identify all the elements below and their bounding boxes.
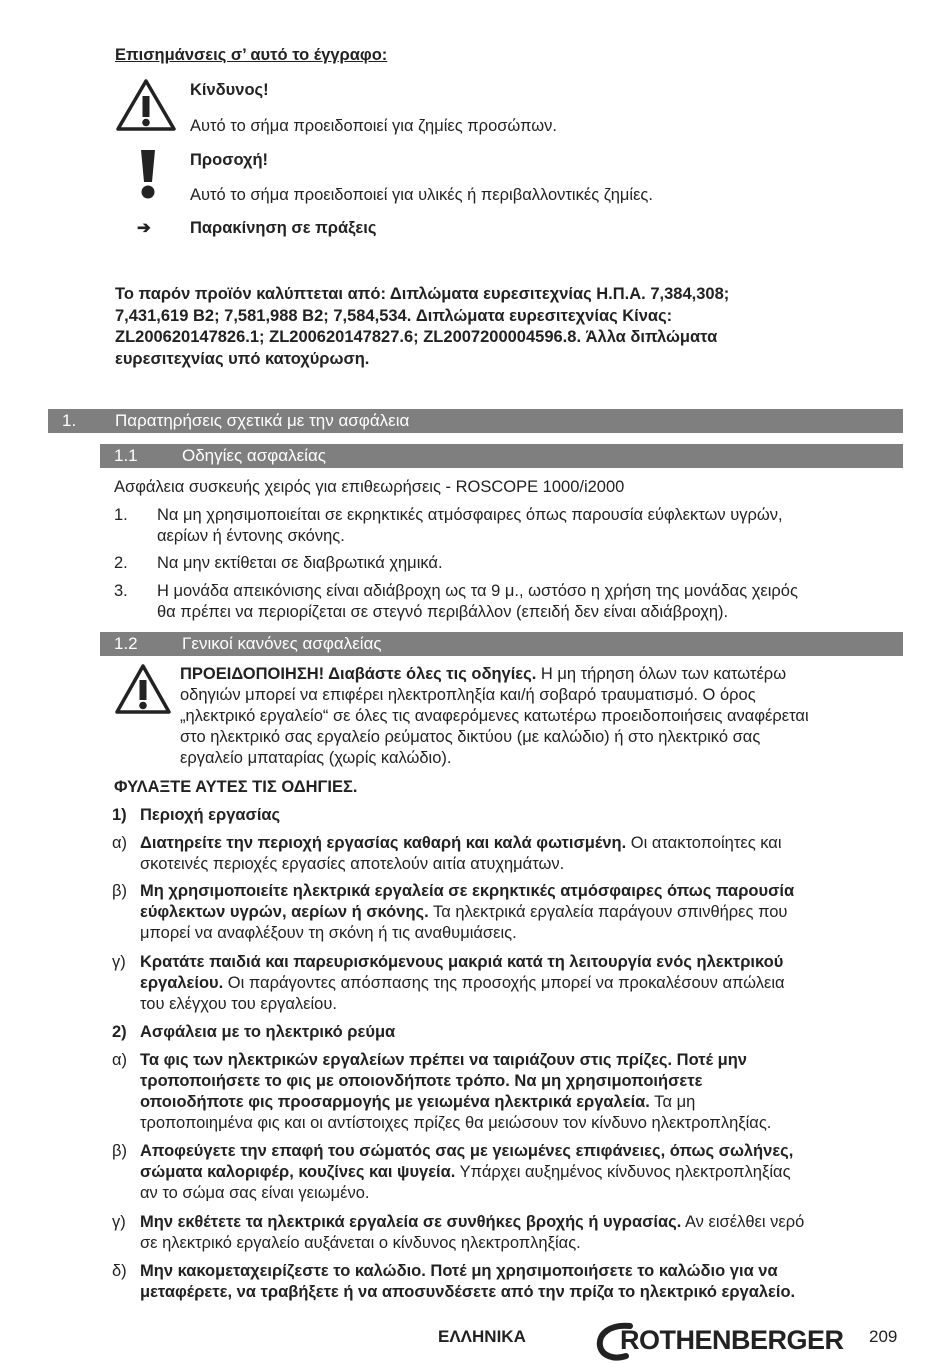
- warning-bold: ΠΡΟΕΙΔΟΠΟΙΗΣΗ! Διαβάστε όλες τις οδηγίες.: [180, 665, 537, 683]
- rule-label: γ): [112, 1213, 126, 1231]
- rule-label: α): [112, 834, 128, 852]
- list-text: αερίων ή έντονης σκόνης.: [157, 527, 345, 545]
- keep-instructions: ΦΥΛΑΞΤΕ ΑΥΤΕΣ ΤΙΣ ΟΔΗΓΙΕΣ.: [114, 778, 358, 796]
- warning-line: „ηλεκτρικό εργαλείο“ σε όλες τις αναφερόμενες κατωτέρω προειδοποιήσεις αναφέρεται: [180, 707, 809, 725]
- patent-line: ευρεσιτεχνίας υπό κατοχύρωση.: [115, 349, 370, 368]
- rule-bold: εύφλεκτων υγρών, αερίων ή σκόνης.: [140, 903, 429, 921]
- rule-text: Αν εισέλθει νερό: [681, 1213, 805, 1231]
- brand-logo: [596, 1322, 848, 1362]
- rule-text: Υπάρχει αυξημένος κίνδυνος ηλεκτροπληξίας: [455, 1163, 791, 1181]
- list-number: 3.: [114, 582, 128, 600]
- rule-label: β): [112, 882, 127, 900]
- patent-line: 7,431,619 B2; 7,581,988 B2; 7,584,534. Διπλώματα ευρεσιτεχνίας Κίνας:: [115, 306, 673, 325]
- subsection-title: Περιοχή εργασίας: [140, 806, 281, 824]
- warning-line: Η μη τήρηση όλων των κατωτέρω: [536, 665, 787, 683]
- rule-text: Οι ατακτοποίητες και: [626, 834, 782, 852]
- subsection-title: Ασφάλεια με το ηλεκτρικό ρεύμα: [140, 1023, 396, 1041]
- caution-text: Αυτό το σήμα προειδοποιεί για υλικές ή περιβαλλοντικές ζημίες.: [190, 186, 653, 204]
- rule-text: σκοτεινές περιοχές εργασίες αποτελούν αιτία ατυχημάτων.: [140, 855, 565, 873]
- list-number: 1.: [114, 506, 128, 524]
- rule-text: σε ηλεκτρικό εργαλείο αυξάνεται ο κίνδυνος ηλεκτροπληξίας.: [140, 1234, 581, 1252]
- list-text: Να μη χρησιμοποιείται σε εκρηκτικές ατμόσφαιρες όπως παρουσία εύφλεκτων υγρών,: [157, 506, 783, 524]
- rule-bold: Κρατάτε παιδιά και παρευρισκόμενους μακριά κατά τη λειτουργία ενός ηλεκτρικού: [140, 953, 784, 971]
- warning-line: εργαλείο μπαταρίας (χωρίς καλώδιο).: [180, 749, 452, 767]
- warning-triangle-icon: [114, 663, 172, 715]
- rule-text: μπορεί να αναφλέξουν τη σκόνη ή τις αναθυμιάσεις.: [140, 924, 517, 942]
- rule-text: του ελέγχου του εργαλείου.: [140, 995, 337, 1013]
- rule-label: γ): [112, 953, 126, 971]
- action-text: Παρακίνηση σε πράξεις: [190, 219, 377, 237]
- subsection-number: 1): [112, 806, 127, 824]
- patent-line: ZL200620147826.1; ZL200620147827.6; ZL2007200004596.8. Άλλα διπλώματα: [115, 328, 718, 346]
- rule-bold: Μην κακομεταχειρίζεστε το καλώδιο. Ποτέ μη χρησιμοποιήσετε το καλώδιο για να: [140, 1262, 778, 1280]
- exclamation-icon: [138, 148, 158, 200]
- rule-text: Οι παράγοντες απόσπασης της προσοχής μπορεί να προκαλέσουν απώλεια: [223, 974, 785, 992]
- section-1-1-bar: [100, 444, 903, 468]
- rule-bold: Αποφεύγετε την επαφή του σώματός σας με γειωμένες επιφάνειες, όπως σωλήνες,: [140, 1142, 794, 1160]
- section-1-bar: [48, 409, 903, 433]
- caution-title: Προσοχή!: [190, 151, 269, 169]
- brand-name: ROTHENBERGER: [620, 1325, 844, 1355]
- rule-bold: τροποποιήσετε το φις με οποιονδήποτε τρόπο. Να μη χρησιμοποιήσετε: [140, 1072, 703, 1090]
- section-title: Οδηγίες ασφαλείας: [182, 446, 326, 465]
- rule-label: α): [112, 1051, 128, 1069]
- list-text: θα πρέπει να περιορίζεται σε στεγνό περιβάλλον (επειδή δεν είναι αδιάβροχη).: [157, 603, 729, 621]
- rule-label: δ): [112, 1262, 127, 1280]
- section-number: 1.2: [114, 634, 138, 653]
- section-title: Παρατηρήσεις σχετικά με την ασφάλεια: [115, 411, 410, 430]
- rule-text: Τα μη: [649, 1093, 696, 1111]
- rule-bold: οποιοδήποτε φις προσαρμογής με γειωμένα ηλεκτρικά εργαλεία.: [140, 1093, 650, 1111]
- section-number: 1.: [62, 411, 77, 430]
- list-text: Η μονάδα απεικόνισης είναι αδιάβροχη ως τα 9 μ., ωστόσο η χρήση της μονάδας χειρός: [157, 582, 798, 600]
- arrow-right-icon: ➔: [137, 219, 151, 237]
- footer-language: ΕΛΛΗΝΙΚΑ: [438, 1327, 526, 1346]
- patent-line: Το παρόν προϊόν καλύπτεται από: Διπλώματα ευρεσιτεχνίας Η.Π.Α. 7,384,308;: [115, 285, 730, 303]
- list-number: 2.: [114, 554, 128, 572]
- page-number: 209: [869, 1327, 898, 1346]
- rule-text: Τα ηλεκτρικά εργαλεία παράγουν σπινθήρες που: [428, 903, 788, 921]
- warning-line: οδηγιών μπορεί να επιφέρει ηλεκτροπληξία και/ή σοβαρό τραυματισμό. Ο όρος: [180, 686, 756, 704]
- rule-text: αν το σώμα σας είναι γειωμένο.: [140, 1184, 370, 1202]
- subsection-number: 2): [112, 1023, 127, 1041]
- warning-line: στο ηλεκτρικό σας εργαλείο ρεύματος δικτύου (με καλώδιο) ή στο ηλεκτρικό σας: [180, 728, 761, 746]
- rule-bold: Τα φις των ηλεκτρικών εργαλείων πρέπει να ταιριάζουν στις πρίζες. Ποτέ μην: [140, 1051, 747, 1069]
- section-title: Γενικοί κανόνες ασφαλείας: [182, 634, 382, 653]
- rule-bold: Διατηρείτε την περιοχή εργασίας καθαρή και καλά φωτισμένη.: [140, 834, 627, 852]
- rule-bold: Μην εκθέτετε τα ηλεκτρικά εργαλεία σε συνθήκες βροχής ή υγρασίας.: [140, 1213, 682, 1231]
- rule-bold: εργαλείου.: [140, 974, 224, 992]
- rule-bold: σώματα καλοριφέρ, κουζίνες και ψυγεία.: [140, 1163, 456, 1181]
- notes-heading: Επισημάνσεις σ’ αυτό το έγγραφο:: [115, 46, 388, 64]
- rule-text: τροποποιημένα φις και οι αντίστοιχες πρίζες θα μειώσουν τον κίνδυνο ηλεκτροπληξίας.: [140, 1114, 772, 1132]
- list-text: Να μην εκτίθεται σε διαβρωτικά χημικά.: [157, 554, 443, 572]
- danger-title: Κίνδυνος!: [190, 81, 269, 99]
- rule-bold: μεταφέρετε, να τραβήξετε ή να αποσυνδέσετε από την πρίζα το ηλεκτρικό εργαλείο.: [140, 1283, 796, 1301]
- safety-intro: Ασφάλεια συσκευής χειρός για επιθεωρήσεις - ROSCOPE 1000/i2000: [114, 478, 625, 496]
- rule-label: β): [112, 1142, 127, 1160]
- warning-text: [180, 664, 905, 769]
- danger-triangle-icon: [115, 78, 177, 132]
- section-1-2-bar: [100, 632, 903, 656]
- section-number: 1.1: [114, 446, 138, 465]
- danger-text: Αυτό το σήμα προειδοποιεί για ζημίες προσώπων.: [190, 117, 557, 135]
- patent-notice: [115, 284, 905, 370]
- rule-bold: Μη χρησιμοποιείτε ηλεκτρικά εργαλεία σε εκρηκτικές ατμόσφαιρες όπως παρουσία: [140, 882, 795, 900]
